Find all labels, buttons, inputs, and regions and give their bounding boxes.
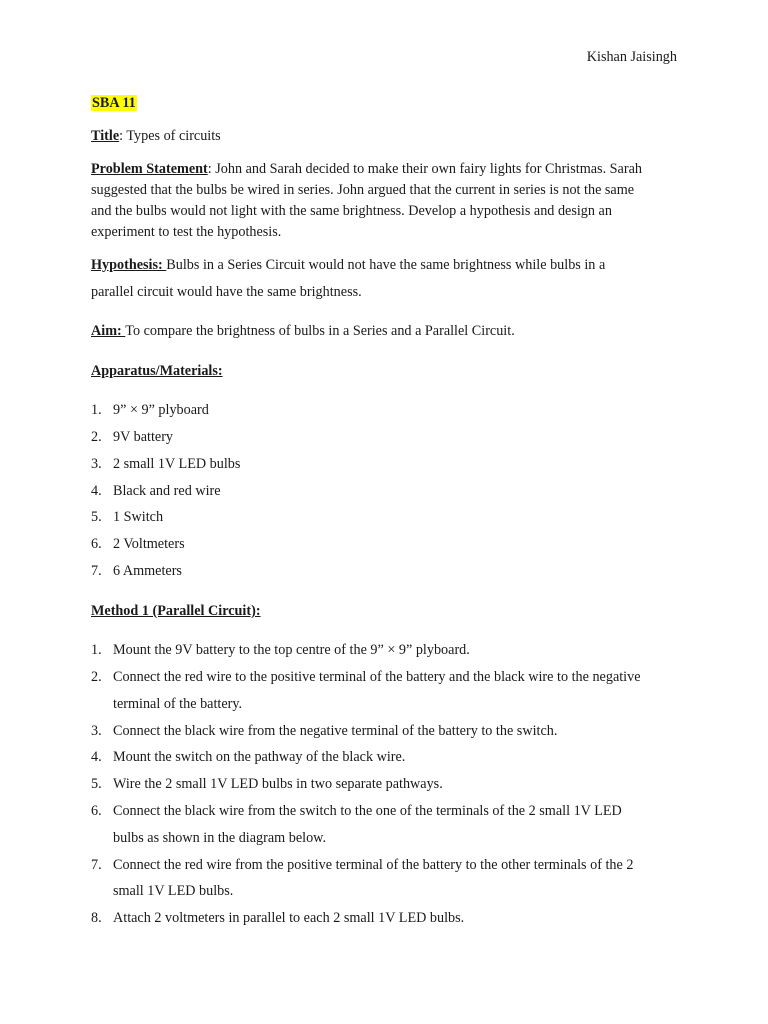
list-text: Mount the switch on the pathway of the black wire.	[113, 749, 406, 765]
aim-line	[91, 321, 515, 341]
list-text: Connect the black wire from the negative terminal of the battery to the switch.	[113, 723, 558, 739]
list-item	[91, 534, 185, 554]
hypothesis-line-2: parallel circuit would have the same brightness.	[91, 284, 362, 300]
list-item	[91, 640, 470, 660]
list-item	[91, 908, 464, 928]
list-item	[91, 427, 173, 447]
list-text: 2 Voltmeters	[113, 536, 185, 552]
sba-label: SBA 11	[92, 95, 136, 111]
list-text: Attach 2 voltmeters in parallel to each 2 small 1V LED bulbs.	[113, 910, 465, 926]
list-item	[91, 561, 182, 581]
list-item-continuation: small 1V LED bulbs.	[113, 883, 234, 899]
list-item	[91, 400, 209, 420]
problem-label: Problem Statement	[91, 161, 208, 177]
list-text: Connect the red wire from the positive terminal of the battery to the other terminals of the 2	[113, 857, 634, 873]
list-number: 2.	[91, 669, 102, 685]
list-item	[91, 747, 405, 767]
list-text: Mount the 9V battery to the top centre of the 9” × 9” plyboard.	[113, 642, 470, 658]
problem-line-2: suggested that the bulbs be wired in series. John argued that the current in series is not the same	[91, 182, 635, 198]
hypothesis-line-1	[91, 255, 605, 275]
title-text: : Types of circuits	[119, 128, 221, 144]
problem-line-1	[91, 159, 642, 179]
problem-text: : John and Sarah decided to make their own fairy lights for Christmas. Sarah	[207, 161, 642, 177]
problem-line-3: and the bulbs would not light with the same brightness. Develop a hypothesis and design an	[91, 203, 612, 219]
list-number: 1.	[91, 642, 102, 658]
list-item	[91, 454, 240, 474]
list-item-continuation: terminal of the battery.	[113, 696, 243, 712]
apparatus-heading: Apparatus/Materials:	[91, 363, 223, 379]
title-label: Title	[91, 128, 120, 144]
aim-text: To compare the brightness of bulbs in a Series and a Parallel Circuit.	[125, 323, 515, 339]
list-number: 4.	[91, 483, 102, 499]
sba-heading	[91, 93, 137, 113]
list-item	[91, 667, 641, 687]
list-number: 4.	[91, 749, 102, 765]
list-text: 2 small 1V LED bulbs	[113, 456, 241, 472]
list-number: 6.	[91, 536, 102, 552]
list-item	[91, 721, 557, 741]
problem-line-4: experiment to test the hypothesis.	[91, 224, 282, 240]
list-item	[91, 801, 622, 821]
title-line	[91, 126, 221, 146]
method-heading: Method 1 (Parallel Circuit):	[91, 603, 261, 619]
list-number: 2.	[91, 429, 102, 445]
list-number: 8.	[91, 910, 102, 926]
list-text: 9V battery	[113, 429, 174, 445]
hypothesis-label: Hypothesis:	[91, 257, 167, 273]
list-number: 1.	[91, 402, 102, 418]
list-number: 7.	[91, 857, 102, 873]
list-text: 9” × 9” plyboard	[113, 402, 209, 418]
list-number: 7.	[91, 563, 102, 579]
list-item	[91, 507, 163, 527]
list-text: Connect the red wire to the positive terminal of the battery and the black wire to the negative	[113, 669, 641, 685]
author-name: Kishan Jaisingh	[586, 49, 677, 65]
list-item-continuation: bulbs as shown in the diagram below.	[113, 830, 327, 846]
list-number: 3.	[91, 456, 102, 472]
list-text: Connect the black wire from the switch to the one of the terminals of the 2 small 1V LED	[113, 803, 622, 819]
list-number: 5.	[91, 509, 102, 525]
list-item	[91, 855, 633, 875]
list-number: 5.	[91, 776, 102, 792]
list-text: 6 Ammeters	[113, 563, 182, 579]
list-number: 6.	[91, 803, 102, 819]
list-item	[91, 774, 443, 794]
list-number: 3.	[91, 723, 102, 739]
list-text: Black and red wire	[113, 483, 221, 499]
hypothesis-text: Bulbs in a Series Circuit would not have the same brightness while bulbs in a	[166, 257, 606, 273]
aim-label: Aim:	[91, 323, 126, 339]
list-text: 1 Switch	[113, 509, 164, 525]
list-item	[91, 481, 221, 501]
list-text: Wire the 2 small 1V LED bulbs in two separate pathways.	[113, 776, 443, 792]
